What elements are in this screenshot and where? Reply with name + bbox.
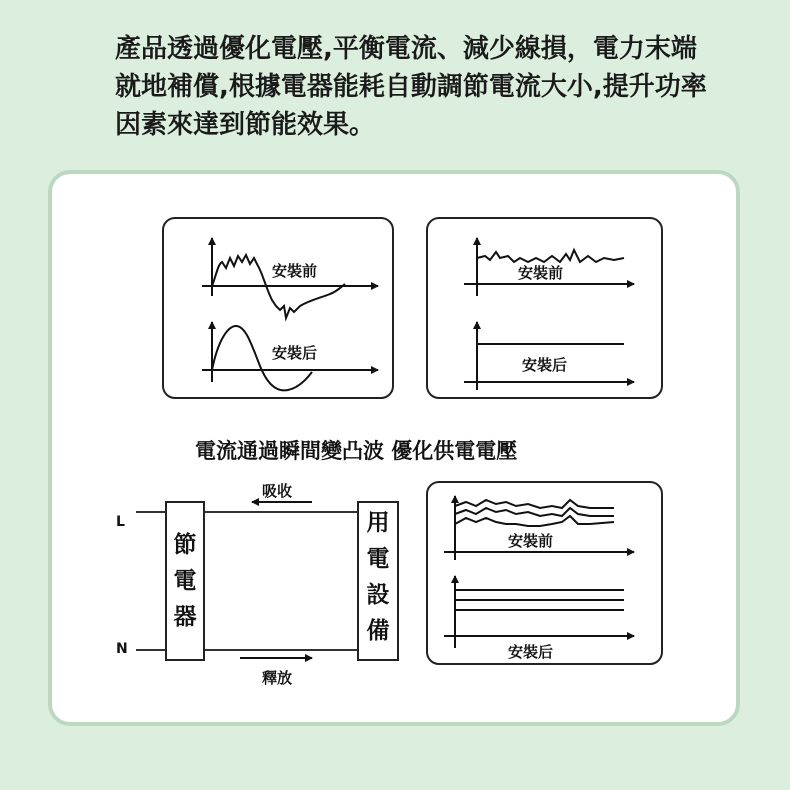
after-label: 安裝后	[522, 356, 568, 374]
equipment-char-3: 設	[366, 582, 390, 608]
middle-caption: 電流通過瞬間變凸波 優化供電電壓	[195, 439, 518, 463]
saver-char-2: 電	[173, 568, 197, 594]
before-label: 安裝前	[508, 532, 554, 550]
before-label: 安裝前	[272, 262, 318, 280]
equipment-char-4: 備	[366, 618, 390, 644]
saver-char-1: 節	[173, 532, 197, 558]
line-n-label: N	[116, 641, 128, 657]
equipment-char-1: 用	[366, 510, 390, 536]
circuit-diagram	[116, 482, 398, 687]
line-l-label: L	[116, 514, 125, 530]
intro-text: 產品透過優化電壓,平衡電流、減少線損，電力末端就地補償,根據電器能耗自動調節電流大小,提升功率因素來達到節能效果。	[115, 34, 707, 140]
after-label: 安裝后	[272, 344, 318, 362]
saver-char-3: 器	[173, 604, 197, 630]
equipment-char-2: 電	[366, 546, 390, 572]
release-label: 釋放	[262, 669, 293, 687]
after-label: 安裝后	[508, 643, 554, 661]
absorb-label: 吸收	[262, 482, 293, 500]
before-label: 安裝前	[518, 264, 564, 282]
